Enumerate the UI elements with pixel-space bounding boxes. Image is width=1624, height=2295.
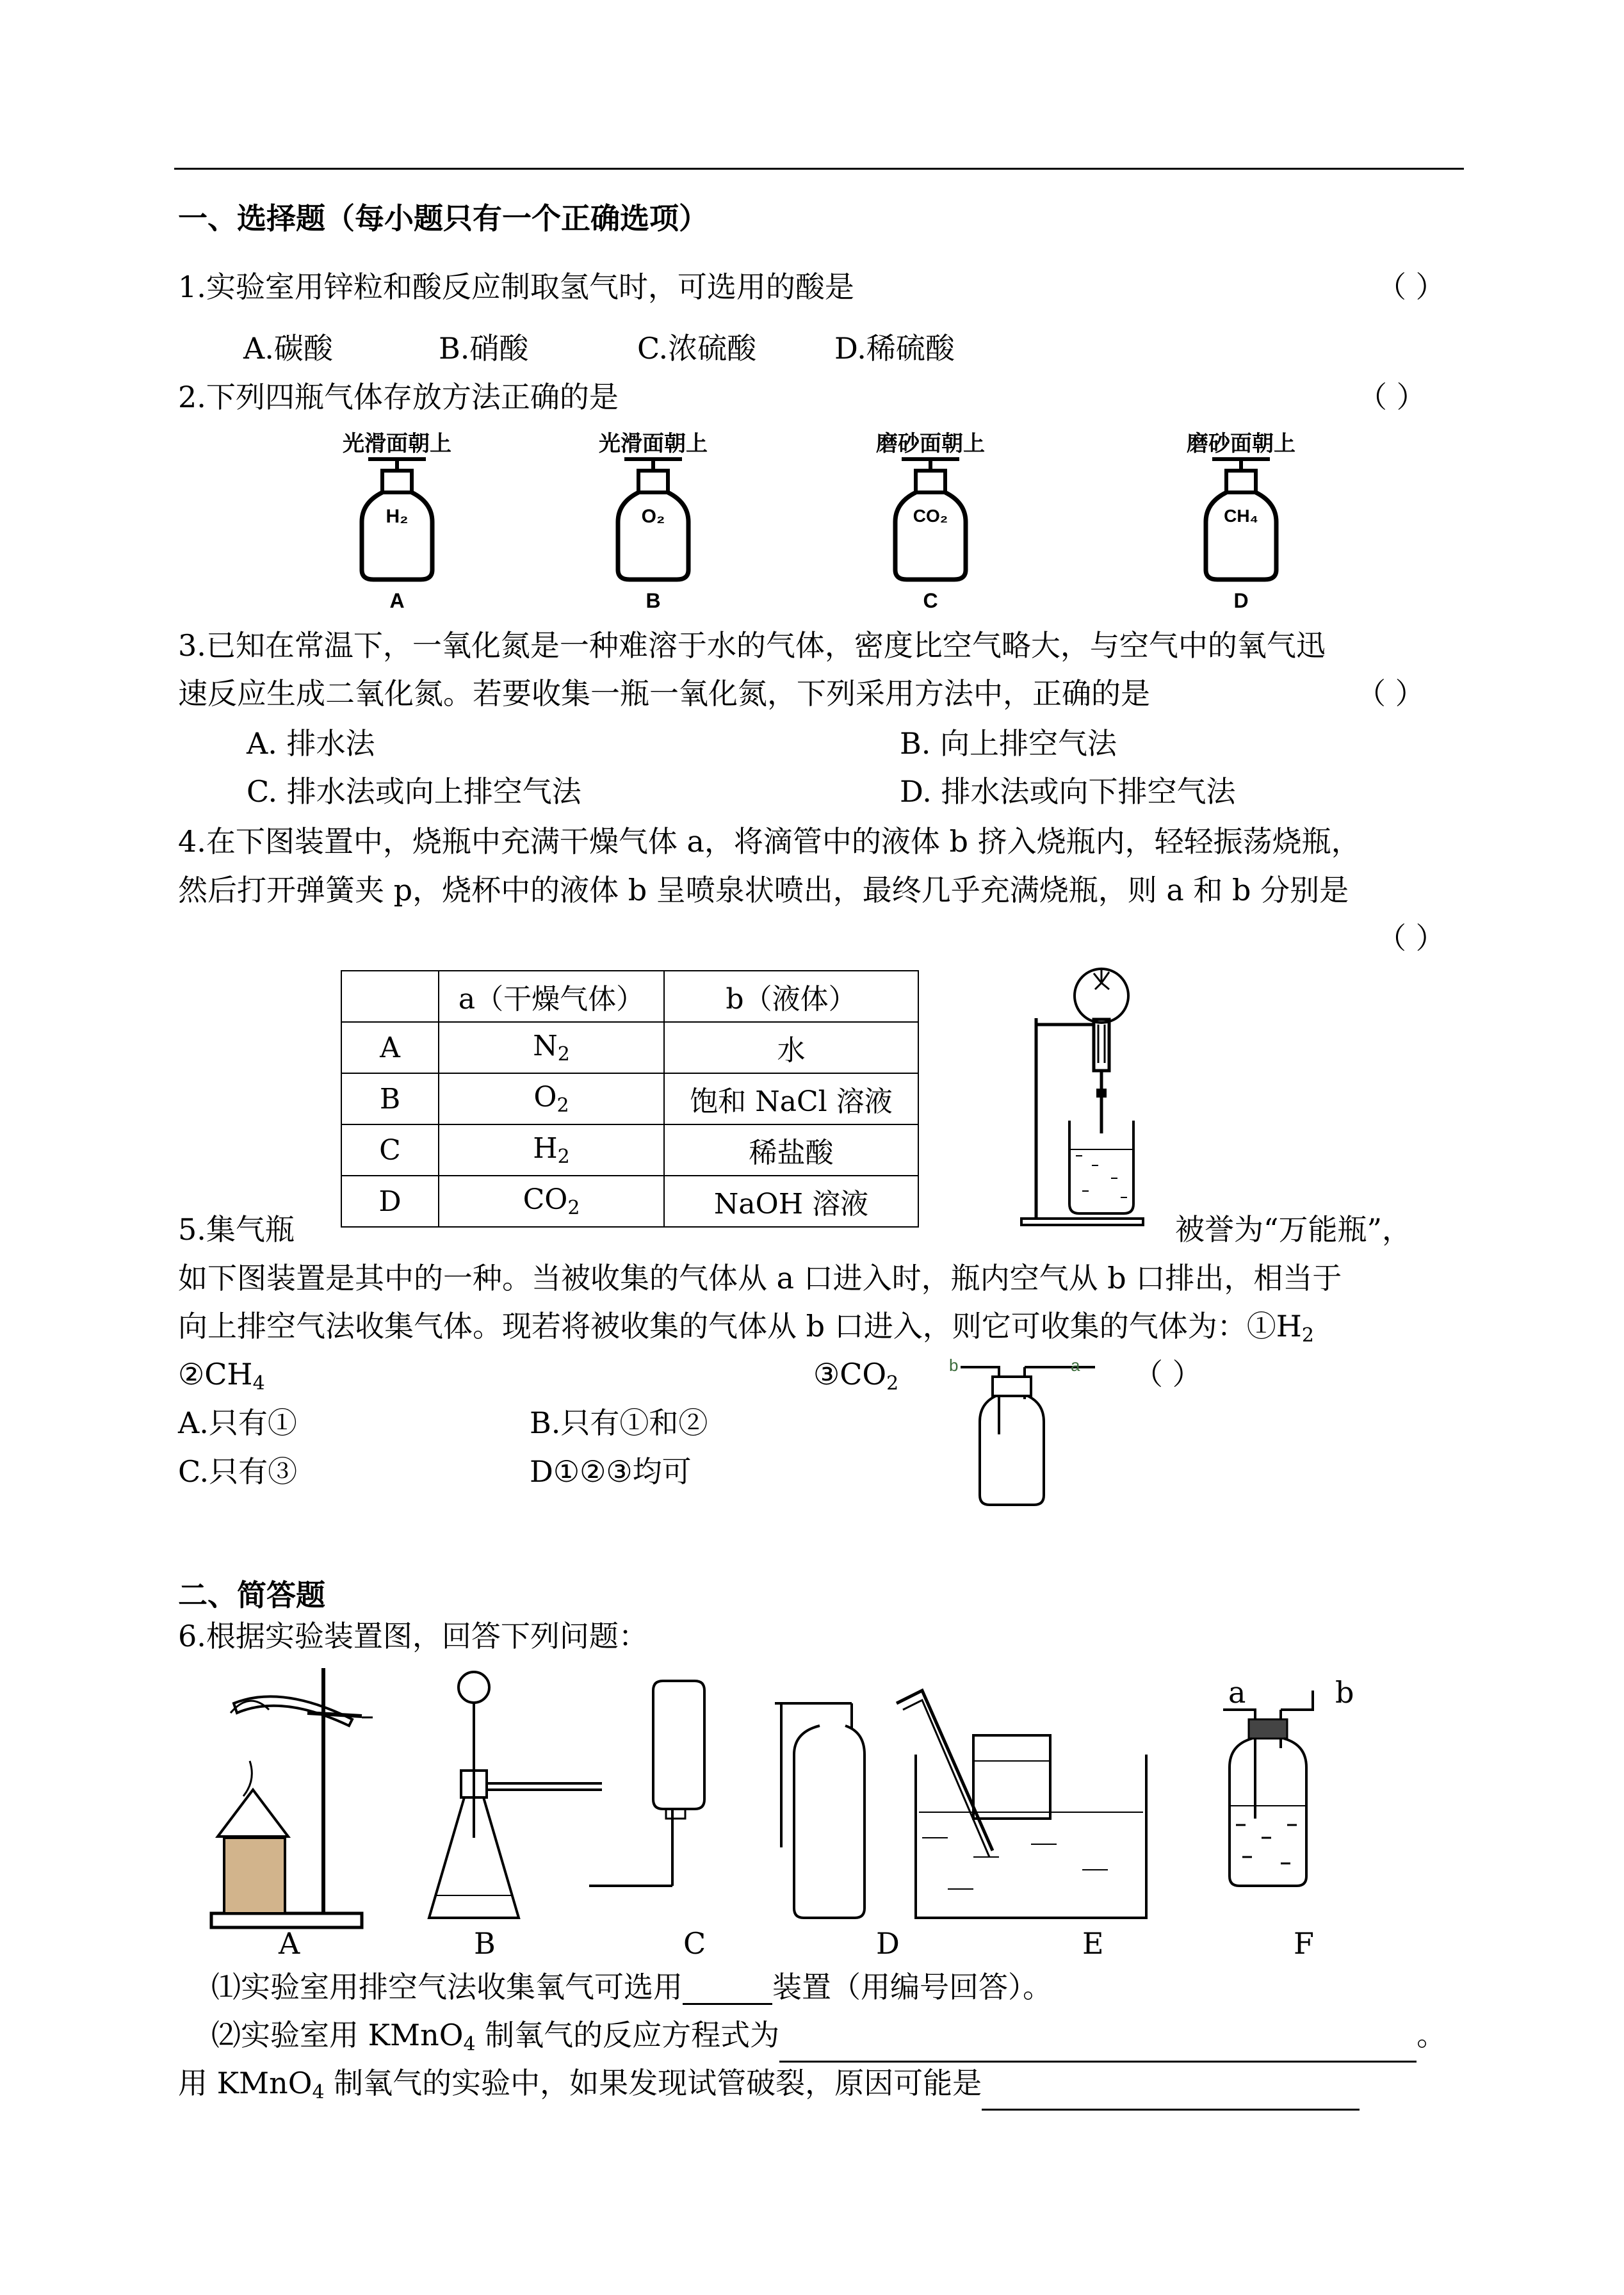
q5-item3: $③CO_2$ bbox=[813, 1357, 899, 1395]
q1-option-a: A.碳酸 bbox=[243, 331, 333, 366]
bottle-c-letter: C bbox=[923, 589, 938, 612]
table-cell-liquid: 水 bbox=[664, 1022, 918, 1073]
bottle-figure-c bbox=[857, 426, 1004, 618]
table-row bbox=[341, 1022, 918, 1073]
q6-port-b: b bbox=[1335, 1675, 1354, 1710]
q5-start: 5.集气瓶 bbox=[178, 1212, 295, 1247]
q5-line3: 向上排空气法收集气体。现若将被收集的气体从 b 口进入，则它可收集的气体为：$①H_2$ bbox=[178, 1309, 1314, 1347]
q5-line2: 如下图装置是其中的一种。当被收集的气体从 a 口进入时，瓶内空气从 b 口排出，相当于 bbox=[178, 1261, 1342, 1295]
bottle-d-caption: 磨砂面朝上 bbox=[1187, 432, 1295, 456]
fountain-apparatus-figure bbox=[1018, 961, 1153, 1229]
table-cell-gas: $O_2$ bbox=[439, 1073, 664, 1124]
bottle-figure-d bbox=[1167, 426, 1315, 618]
bottle-a-gas: H₂ bbox=[386, 506, 409, 527]
q2-answer-paren: （ ） bbox=[1358, 380, 1426, 414]
table-cell-option: B bbox=[341, 1073, 439, 1124]
bottle-b-caption: 光滑面朝上 bbox=[599, 432, 708, 456]
table-cell-option: C bbox=[341, 1124, 439, 1176]
q3-line2: 速反应生成二氧化氮。若要收集一瓶一氧化氮，下列采用方法中，正确的是 bbox=[178, 676, 1150, 711]
apparatus-label-c: C bbox=[683, 1926, 706, 1961]
q3-option-a: A. 排水法 bbox=[247, 726, 375, 761]
section2-title: 二、简答题 bbox=[178, 1578, 325, 1612]
table-header-cell: b（液体） bbox=[664, 971, 918, 1022]
q6-sub3: 用 KMnO$_4$ 制氧气的实验中，如果发现试管破裂，原因可能是 bbox=[178, 2065, 1360, 2111]
q5-after-table: 被誉为“万能瓶”， bbox=[1175, 1212, 1412, 1247]
table-header-cell: a（干燥气体） bbox=[439, 971, 664, 1022]
table-cell-option: A bbox=[341, 1022, 439, 1073]
q5-port-a: a bbox=[1071, 1356, 1080, 1375]
q4-line2: 然后打开弹簧夹 p，烧杯中的液体 b 呈喷泉状喷出，最终几乎充满烧瓶，则 a 和 b 分别是 bbox=[178, 873, 1349, 907]
header-rule bbox=[174, 168, 1464, 170]
bottle-b-gas: O₂ bbox=[641, 506, 665, 527]
table-header-row bbox=[341, 971, 918, 1022]
table-cell-liquid: NaOH 溶液 bbox=[664, 1176, 918, 1227]
q2-stem: 2.下列四瓶气体存放方法正确的是 bbox=[178, 380, 619, 414]
q3-option-c: C. 排水法或向上排空气法 bbox=[247, 774, 581, 809]
bottle-figure-b bbox=[580, 426, 727, 618]
gas-collection-bottle-figure bbox=[954, 1358, 1101, 1511]
table-cell-gas: $N_2$ bbox=[439, 1022, 664, 1073]
table-cell-gas: $CO_2$ bbox=[439, 1176, 664, 1227]
bottle-b-letter: B bbox=[646, 589, 661, 612]
answer-blank[interactable] bbox=[683, 1977, 772, 2005]
q3-line1: 3.已知在常温下，一氧化氮是一种难溶于水的气体，密度比空气略大，与空气中的氧气迅 bbox=[178, 628, 1326, 663]
table-row bbox=[341, 1124, 918, 1176]
q5-answer-paren: （ ） bbox=[1133, 1357, 1202, 1391]
bottle-d-letter: D bbox=[1233, 589, 1249, 612]
table-row bbox=[341, 1176, 918, 1227]
q3-answer-paren: （ ） bbox=[1356, 676, 1425, 711]
q6-sub1: ⑴实验室用排空气法收集氧气可选用 装置（用编号回答）。 bbox=[211, 1970, 1052, 2004]
q1-option-d: D.稀硫酸 bbox=[834, 331, 955, 366]
table-cell-liquid: 饱和 NaCl 溶液 bbox=[664, 1073, 918, 1124]
q6-stem: 6.根据实验装置图，回答下列问题： bbox=[178, 1619, 648, 1653]
q5-port-b: b bbox=[949, 1356, 959, 1375]
q5-item2: $②CH_4$ bbox=[178, 1357, 265, 1395]
answer-blank[interactable] bbox=[982, 2083, 1360, 2111]
q5-option-a: A.只有① bbox=[178, 1406, 297, 1440]
q6-sub2: ⑵实验室用 KMnO$_4$ 制氧气的反应方程式为 。 bbox=[211, 2017, 1446, 2063]
apparatus-b-icon bbox=[429, 1672, 602, 1918]
table-row bbox=[341, 1073, 918, 1124]
q3-option-b: B. 向上排空气法 bbox=[900, 726, 1117, 761]
apparatus-label-d: D bbox=[876, 1926, 900, 1961]
apparatus-label-a: A bbox=[279, 1926, 300, 1961]
bottle-a-caption: 光滑面朝上 bbox=[343, 432, 451, 456]
q5-option-d: D①②③均可 bbox=[530, 1454, 692, 1489]
apparatus-f-icon bbox=[1223, 1691, 1313, 1886]
table-cell-option: D bbox=[341, 1176, 439, 1227]
q1-stem: 1.实验室用锌粒和酸反应制取氢气时，可选用的酸是 bbox=[178, 270, 854, 304]
q6-port-a: a bbox=[1228, 1675, 1246, 1710]
q1-answer-paren: （ ） bbox=[1377, 270, 1445, 304]
q4-answer-paren: （ ） bbox=[1377, 921, 1445, 955]
q1-option-b: B.硝酸 bbox=[439, 331, 529, 366]
table-cell-liquid: 稀盐酸 bbox=[664, 1124, 918, 1176]
bottle-figure-a bbox=[323, 426, 471, 618]
q5-option-b: B.只有①和② bbox=[530, 1406, 708, 1440]
q1-option-c: C.浓硫酸 bbox=[637, 331, 757, 366]
apparatus-label-f: F bbox=[1294, 1926, 1314, 1961]
q4-line1: 4.在下图装置中，烧瓶中充满干燥气体 a，将滴管中的液体 b 挤入烧瓶内，轻轻振荡烧瓶， bbox=[178, 824, 1361, 859]
apparatus-label-e: E bbox=[1082, 1926, 1104, 1961]
apparatus-figures-row bbox=[205, 1665, 1358, 1934]
apparatus-c-icon bbox=[589, 1681, 704, 1886]
apparatus-label-b: B bbox=[474, 1926, 496, 1961]
q5-option-c: C.只有③ bbox=[178, 1454, 298, 1489]
apparatus-e-icon bbox=[897, 1691, 1146, 1918]
table-header-cell bbox=[341, 971, 439, 1022]
q4-options-table bbox=[341, 970, 919, 1228]
bottle-a-letter: A bbox=[389, 589, 405, 612]
apparatus-a-icon bbox=[211, 1668, 373, 1927]
apparatus-d-icon bbox=[775, 1703, 865, 1918]
table-cell-gas: $H_2$ bbox=[439, 1124, 664, 1176]
bottle-c-gas: CO₂ bbox=[913, 506, 948, 526]
q3-option-d: D. 排水法或向下排空气法 bbox=[900, 774, 1236, 809]
bottle-c-caption: 磨砂面朝上 bbox=[876, 432, 985, 456]
bottle-d-gas: CH₄ bbox=[1224, 506, 1258, 526]
answer-blank[interactable] bbox=[779, 2035, 1417, 2063]
section1-title: 一、选择题（每小题只有一个正确选项） bbox=[178, 201, 708, 236]
